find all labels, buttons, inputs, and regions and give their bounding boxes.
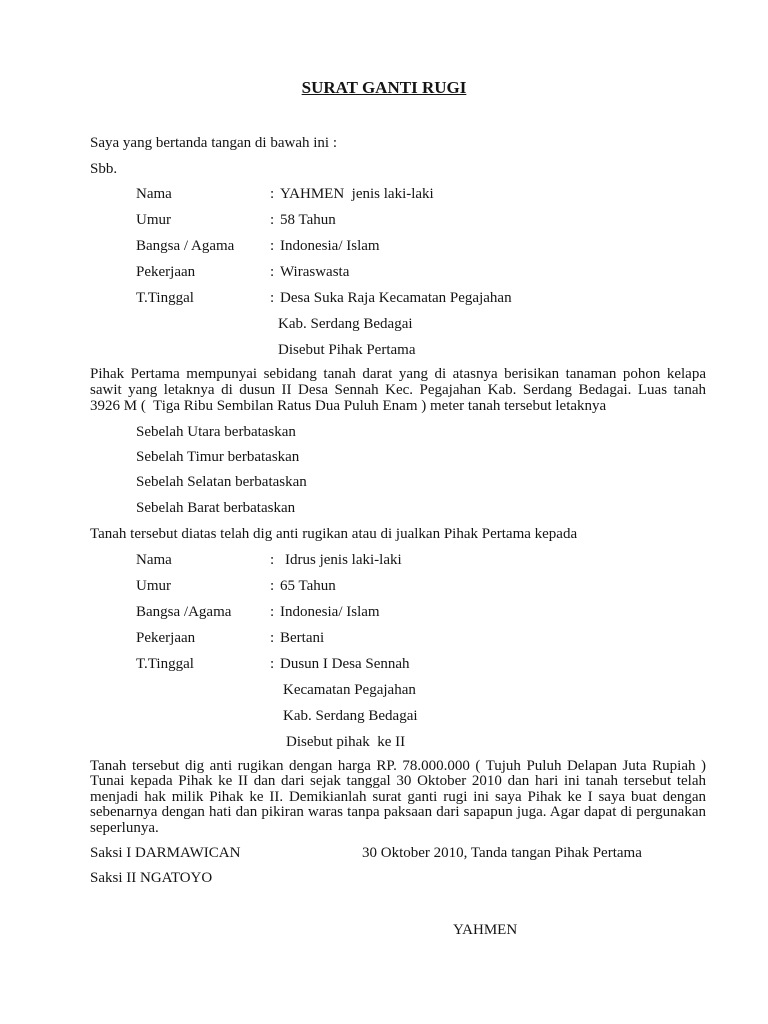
first-party-designation: Disebut Pihak Pertama xyxy=(278,342,416,358)
field-value: Idrus jenis laki-laki xyxy=(285,552,402,568)
second-party-designation: Disebut pihak ke II xyxy=(286,734,406,750)
field-separator: : xyxy=(270,630,275,646)
field-label: T.Tinggal xyxy=(136,656,194,672)
boundary-north: Sebelah Utara berbataskan xyxy=(136,424,296,440)
witness-2: Saksi II NGATOYO xyxy=(90,870,213,886)
witness-1: Saksi I DARMAWICAN xyxy=(90,845,241,861)
field-value: Indonesia/ Islam xyxy=(280,604,380,620)
field-label: Nama xyxy=(136,552,172,568)
land-description-line: sawit yang letaknya di dusun II Desa Sennah Kec. Pegajahan Kab. Serdang Bedagai. Luas tanah xyxy=(90,382,706,398)
field-label: Pekerjaan xyxy=(136,630,196,646)
field-value: Desa Suka Raja Kecamatan Pegajahan xyxy=(280,290,512,306)
land-description-line: Pihak Pertama mempunyai sebidang tanah darat yang di atasnya berisikan tanaman pohon kelapa xyxy=(90,366,706,382)
boundary-south: Sebelah Selatan berbataskan xyxy=(136,474,307,490)
field-label: Bangsa / Agama xyxy=(136,238,235,254)
field-value: Indonesia/ Islam xyxy=(280,238,380,254)
sbb-line: Sbb. xyxy=(90,161,118,177)
first-party-row-umur xyxy=(0,212,768,228)
field-separator: : xyxy=(270,186,275,202)
field-value: Bertani xyxy=(280,630,325,646)
second-party-row-bangsa-agama xyxy=(0,604,768,620)
second-party-row-tinggal xyxy=(0,656,768,672)
field-separator: : xyxy=(270,264,275,280)
land-description-line: 3926 M ( Tiga Ribu Sembilan Ratus Dua Puluh Enam ) meter tanah tersebut letaknya xyxy=(90,398,607,414)
field-separator: : xyxy=(270,604,275,620)
first-party-address-continued: Kab. Serdang Bedagai xyxy=(278,316,413,332)
field-separator: : xyxy=(270,290,275,306)
signatory-name: YAHMEN xyxy=(453,922,518,938)
field-value: YAHMEN jenis laki-laki xyxy=(280,186,434,202)
second-party-address-continued: Kab. Serdang Bedagai xyxy=(283,708,418,724)
boundary-west: Sebelah Barat berbataskan xyxy=(136,500,296,516)
field-separator: : xyxy=(270,578,275,594)
closing-statement-line: seperlunya. xyxy=(90,820,159,836)
field-value: Dusun I Desa Sennah xyxy=(280,656,410,672)
field-separator: : xyxy=(270,238,275,254)
field-separator: : xyxy=(270,212,275,228)
boundary-east: Sebelah Timur berbataskan xyxy=(136,449,300,465)
field-label: Bangsa /Agama xyxy=(136,604,232,620)
field-label: Pekerjaan xyxy=(136,264,196,280)
second-party-address-continued: Kecamatan Pegajahan xyxy=(283,682,416,698)
intro-line: Saya yang bertanda tangan di bawah ini : xyxy=(90,135,338,151)
second-party-row-umur xyxy=(0,578,768,594)
field-value: 65 Tahun xyxy=(280,578,336,594)
second-party-row-pekerjaan xyxy=(0,630,768,646)
field-label: Umur xyxy=(136,212,171,228)
first-party-row-bangsa-agama xyxy=(0,238,768,254)
first-party-row-tinggal xyxy=(0,290,768,306)
closing-statement-line: Tanah tersebut dig anti rugikan dengan harga RP. 78.000.000 ( Tujuh Puluh Delapan Juta Rupiah ) xyxy=(90,758,706,774)
transfer-statement: Tanah tersebut diatas telah dig anti rugikan atau di jualkan Pihak Pertama kepada xyxy=(90,526,578,542)
field-label: T.Tinggal xyxy=(136,290,194,306)
field-separator: : xyxy=(270,552,275,568)
closing-statement-line: Tunai kepada Pihak ke II dan dari sejak tanggal 30 Oktober 2010 dan hari ini tanah tersebut telah xyxy=(90,773,706,789)
first-party-row-pekerjaan xyxy=(0,264,768,280)
field-value: Wiraswasta xyxy=(280,264,350,280)
field-label: Nama xyxy=(136,186,172,202)
signature-caption: 30 Oktober 2010, Tanda tangan Pihak Pertama xyxy=(362,845,642,861)
closing-statement-line: menjadi hak milik Pihak ke II. Demikianlah surat ganti rugi ini saya Pihak ke I saya buat dengan xyxy=(90,789,706,805)
second-party-row-nama xyxy=(0,552,768,568)
field-label: Umur xyxy=(136,578,171,594)
closing-statement-line: sebenarnya dengan hati dan pikiran waras tanpa paksaan dari sapapun juga. Agar dapat di pergunakan xyxy=(90,804,706,820)
first-party-row-nama xyxy=(0,186,768,202)
field-separator: : xyxy=(270,656,275,672)
field-value: 58 Tahun xyxy=(280,212,336,228)
document-title: SURAT GANTI RUGI xyxy=(301,78,467,97)
